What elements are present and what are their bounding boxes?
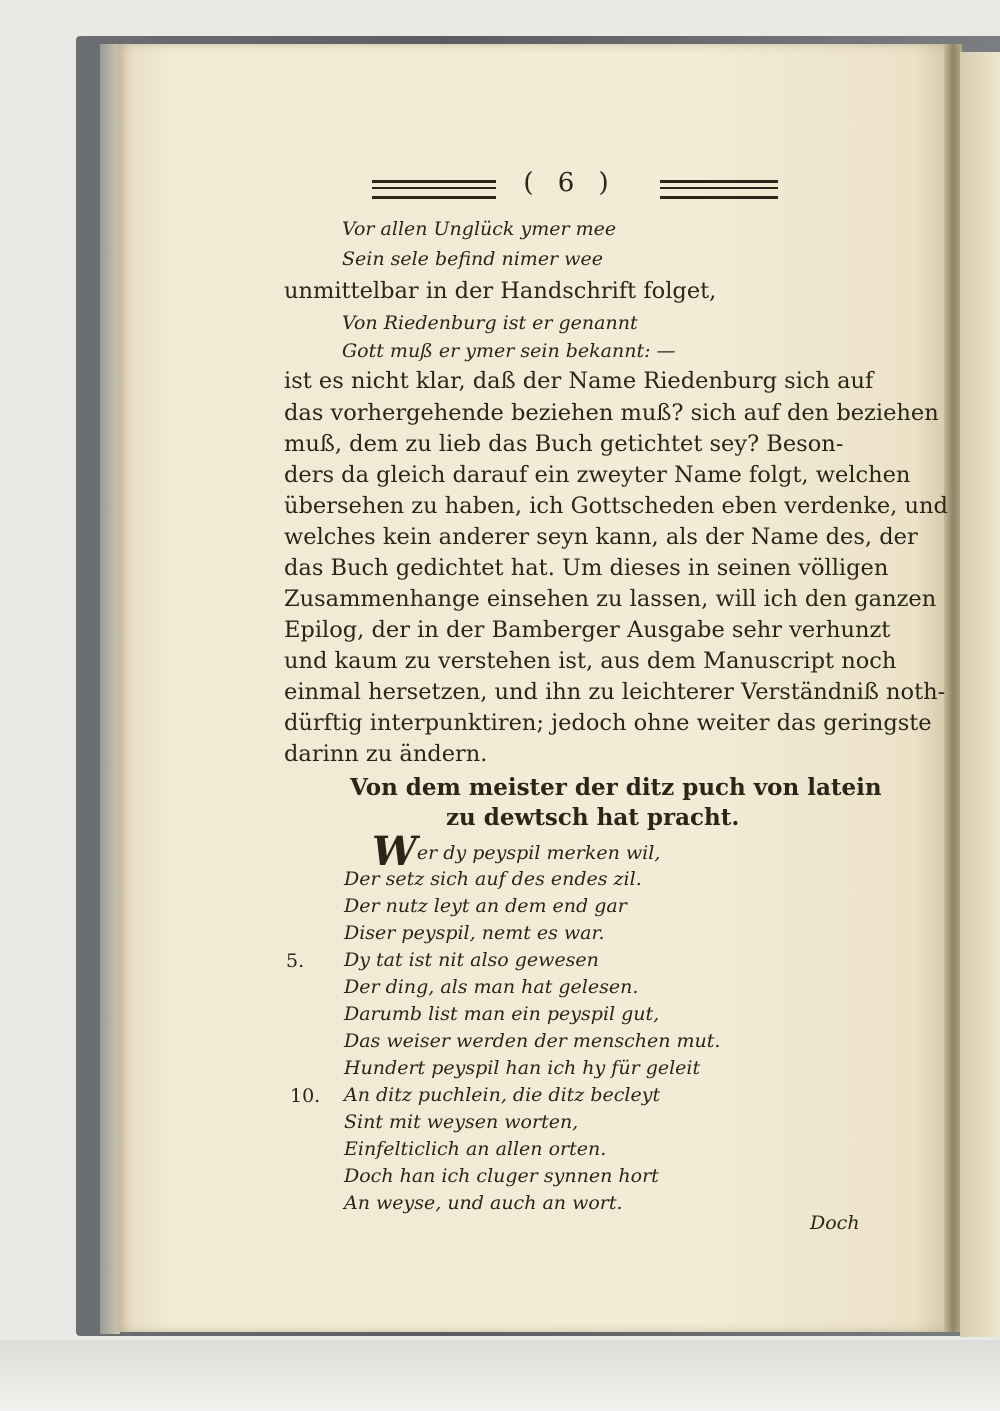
prose-line: und kaum zu verstehen ist, aus dem Manuscript noch — [284, 648, 897, 674]
verse-line: Diser peyspil, nemt es war. — [344, 922, 605, 944]
prose-line: übersehen zu haben, ich Gottscheden eben verdenke, und — [284, 493, 948, 519]
prose-line: welches kein anderer seyn kann, als der Name des, der — [284, 524, 918, 550]
epilog-heading: zu dewtsch hat pracht. — [446, 804, 740, 831]
verse-line: Vor allen Unglück ymer mee — [342, 218, 617, 240]
prose-line: das vorhergehende beziehen muß? sich auf den beziehen — [284, 400, 939, 426]
verse-line: Hundert peyspil han ich hy für geleit — [344, 1057, 701, 1079]
prose-line: ist es nicht klar, daß der Name Riedenburg sich auf — [284, 368, 874, 394]
verse-line: An ditz puchlein, die ditz becleyt — [344, 1084, 661, 1106]
verse-text: er dy peyspil merken wil, — [416, 842, 661, 864]
page-number: ( 6 ) — [523, 168, 617, 198]
epilog-heading: Von dem meister der ditz puch von latein — [350, 774, 882, 801]
verse-line — [372, 828, 661, 875]
verse-line: Dy tat ist nit also gewesen — [344, 949, 599, 971]
prose-line: dürftig interpunktiren; jedoch ohne weiter das geringste — [284, 710, 932, 736]
prose-line: Zusammenhange einsehen zu lassen, will ich den ganzen — [284, 586, 937, 612]
verse-line: Das weiser werden der menschen mut. — [344, 1030, 721, 1052]
prose-line: ders da gleich darauf ein zweyter Name folgt, welchen — [284, 462, 911, 488]
verse-line: Darumb list man ein peyspil gut, — [344, 1003, 660, 1025]
verse-line: Der nutz leyt an dem end gar — [344, 895, 627, 917]
prose-line: das Buch gedichtet hat. Um dieses in seinen völligen — [284, 555, 889, 581]
verse-line: An weyse, und auch an wort. — [344, 1192, 623, 1214]
catchword: Doch — [810, 1212, 860, 1234]
prose-line: einmal hersetzen, und ihn zu leichterer Verständniß noth- — [284, 679, 946, 705]
prose-line: darinn zu ändern. — [284, 741, 488, 767]
verse-line: Sein sele befind nimer wee — [342, 248, 603, 270]
prose-line: Epilog, der in der Bamberger Ausgabe sehr verhunzt — [284, 617, 891, 643]
verse-number: 5. — [286, 950, 305, 972]
verse-line: Einfelticlich an allen orten. — [344, 1138, 607, 1160]
verse-line: Der ding, als man hat gelesen. — [344, 976, 639, 998]
verse-line: Doch han ich cluger synnen hort — [344, 1165, 659, 1187]
prose-line: unmittelbar in der Handschrift folget, — [284, 278, 717, 304]
verse-line: Sint mit weysen worten, — [344, 1111, 579, 1133]
verse-line: Gott muß er ymer sein bekannt: — — [342, 340, 676, 362]
drop-cap: W — [372, 828, 417, 875]
verse-line: Der setz sich auf des endes zil. — [344, 868, 642, 890]
verse-line: Von Riedenburg ist er genannt — [342, 312, 638, 334]
prose-line: muß, dem zu lieb das Buch getichtet sey? Beson- — [284, 431, 844, 457]
verse-number: 10. — [290, 1085, 321, 1107]
